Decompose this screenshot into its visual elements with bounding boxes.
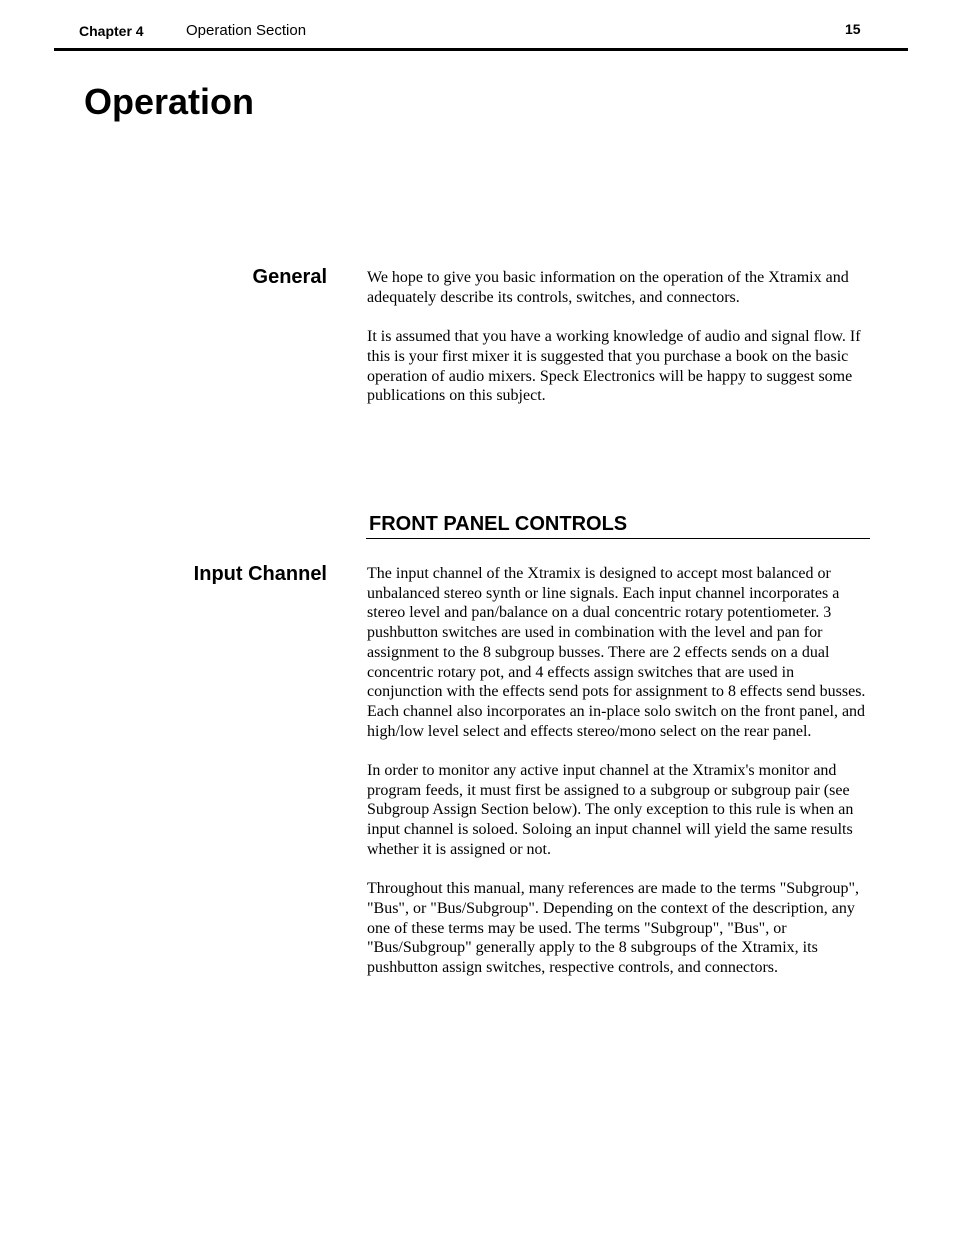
general-paragraph-2: It is assumed that you have a working knowledge of audio and signal flow. If this is your first mixer it is suggested that you purchase a book on the basic operation of audio mixers. Speck Electronics will be happy to suggest some publications on this subject. — [367, 328, 861, 405]
page-title: Operation — [84, 81, 255, 122]
general-heading: General — [252, 266, 327, 288]
front-panel-heading: FRONT PANEL CONTROLS — [369, 513, 628, 535]
header-rule — [54, 48, 908, 51]
input-channel-paragraph-2: In order to monitor any active input channel at the Xtramix's monitor and program feeds, it must first be assigned to a subgroup or subgroup pair (see Subgroup Assign Section below). The only exception to this rule is when an input channel is soloed. Soloing an input channel will yield the same results whether it is assigned or not. — [367, 762, 854, 858]
general-paragraph-1: We hope to give you basic information on the operation of the Xtramix and adequately describe its controls, switches, and connectors. — [367, 269, 849, 306]
input-channel-paragraph-3: Throughout this manual, many references are made to the terms "Subgroup", "Bus", or "Bus/Subgroup". Depending on the context of the description, any one of these terms may be used. The terms "Subgroup", "Bus", or "Bus/Subgroup" generally apply to the 8 subgroups of the Xtramix, its pushbutton assign switches, respective controls, and connectors. — [367, 880, 860, 977]
front-panel-rule — [366, 538, 870, 539]
input-channel-heading: Input Channel — [193, 563, 327, 585]
general-body — [367, 268, 872, 406]
input-channel-paragraph-1: The input channel of the Xtramix is designed to accept most balanced or unbalanced stereo synth or line signals. Each input channel incorporates a stereo level and pan/balance on a dual concentric rotary potentiometer. 3 pushbutton switches are used in combination with the level and pan for assignment to the 8 subgroup busses. There are 2 effects sends on a dual concentric rotary pot, and 4 effects assign switches that are used in conjunction with the effects send pots for assignment to 8 effects send busses. Each channel also incorporates an in-place solo switch on the front panel, and high/low level select and effects stereo/mono select on the rear panel. — [367, 565, 866, 740]
input-channel-body — [367, 564, 872, 978]
header-section: Operation Section — [186, 22, 307, 39]
page-number: 15 — [845, 21, 861, 37]
header-chapter: Chapter 4 — [79, 23, 144, 39]
